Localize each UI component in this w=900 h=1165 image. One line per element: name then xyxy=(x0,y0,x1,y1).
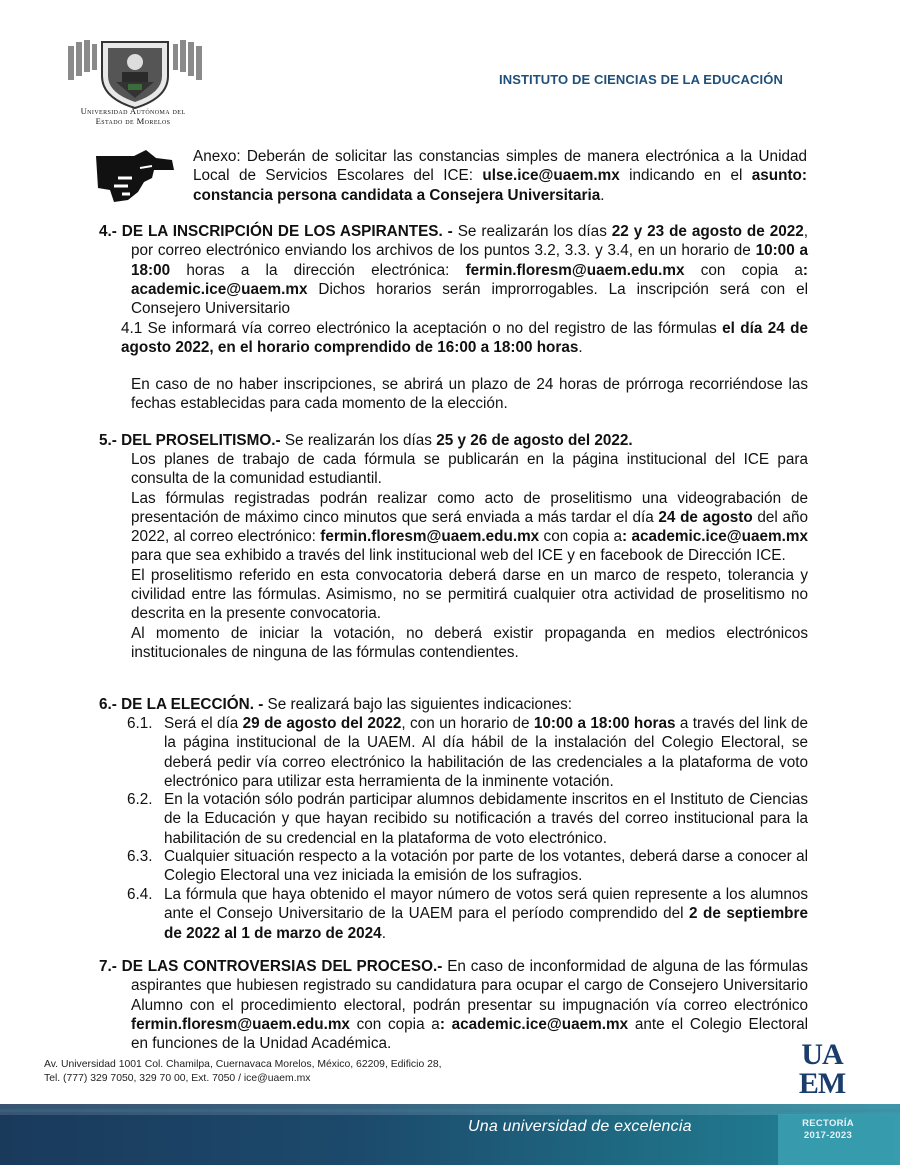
section-6-heading: 6.- DE LA ELECCIÓN. - xyxy=(99,696,264,713)
university-name xyxy=(58,106,208,126)
university-line1: Universidad Autónoma del xyxy=(80,106,186,116)
footer-address xyxy=(44,1058,442,1086)
rectoria-label: RECTORÍA xyxy=(802,1118,854,1129)
uaem-top: UA xyxy=(801,1038,843,1071)
section-5-p1: Los planes de trabajo de cada fórmula se publicarán en la página institucional del ICE para consulta de la comunidad estudiantil. xyxy=(131,451,808,488)
section-5-p2: Las fórmulas registradas podrán realizar como acto de proselitismo una videograbación de presentación de máximo cinco minutos que será enviada a más tardar el día 24 de agosto del año 2022, al correo electrónico: fermin.floresm@uaem.edu.mx con copia a: academic.ice@uaem.mx para que sea exhibido a través del link institucional web del ICE y en facebook de Dirección ICE. xyxy=(131,489,808,565)
section-6-heading-line: 6.- DE LA ELECCIÓN. - Se realizará bajo las siguientes indicaciones: xyxy=(99,696,572,713)
address-line: Av. Universidad 1001 Col. Chamilpa, Cuernavaca Morelos, México, 62209, Edificio 28, xyxy=(44,1059,442,1070)
slogan: Una universidad de excelencia xyxy=(468,1118,692,1135)
institute-title: INSTITUTO DE CIENCIAS DE LA EDUCACIÓN xyxy=(499,72,783,87)
hand-pointing-icon xyxy=(94,148,176,208)
section-7-body: 7.- DE LAS CONTROVERSIAS DEL PROCESO.- En caso de inconformidad de alguna de las fórmulas aspirantes que hubiesen registrado su candidatura para ocupar el cargo de Consejero Universitario Alumno con el procedimiento electoral, podrán presentar su impugnación vía correo electrónico fermin.floresm@uaem.edu.mx con copia a: academic.ice@uaem.mx ante el Colegio Electoral en funciones de la Unidad Académica. xyxy=(99,958,809,1053)
item-text: Cualquier situación respecto a la votación por parte de los votantes, deberá darse a conocer al Colegio Electoral una vez iniciada la emisión de los sufragios. xyxy=(164,848,808,885)
section-7 xyxy=(99,957,808,1053)
item-number: 6.1. xyxy=(127,715,153,732)
item-text: La fórmula que haya obtenido el mayor número de votos será quien represente a los alumnos ante el Consejo Universitario de la UAEM para el período comprendido del 2 de septiembre de 2022 al 1 de marzo de 2024. xyxy=(164,886,808,942)
section-5-heading-line: 5.- DEL PROSELITISMO.- Se realizarán los días 25 y 26 de agosto del 2022. xyxy=(99,432,633,449)
rectoria-period: 2017-2023 xyxy=(803,1130,853,1141)
footer-band xyxy=(0,1104,900,1165)
section-4-note: En caso de no haber inscripciones, se abrirá un plazo de 24 horas de prórroga recorriéndose las fechas establecidas para cada momento de la elección. xyxy=(131,376,808,413)
uaem-wordmark xyxy=(792,1040,852,1104)
item-number: 6.2. xyxy=(127,791,153,808)
section-4-body: 4.- DE LA INSCRIPCIÓN DE LOS ASPIRANTES. - Se realizarán los días 22 y 23 de agosto de 2022, por correo electrónico enviando los archivos de los puntos 3.2, 3.3. y 3.4, en un horario de 10:00 a 18:00 horas a la dirección electrónica: fermin.floresm@uaem.edu.mx con copia a: academic.ice@uaem.mx Dichos horarios serán improrrogables. La inscripción será con el Consejero Universitario xyxy=(99,223,809,318)
section-4-1: 4.1 Se informará vía correo electrónico la aceptación o no del registro de las fórmulas el día 24 de agosto 2022, en el horario comprendido de 16:00 a 18:00 horas. xyxy=(121,320,808,357)
university-line2: Estado de Morelos xyxy=(95,116,171,126)
item-text: Será el día 29 de agosto del 2022, con un horario de 10:00 a 18:00 horas a través del link de la página institucional de la UAEM. Al día hábil de la instalación del Colegio Electoral, se deberá pedir vía correo electrónico la habilitación de las credenciales a la plataforma de voto electrónico para utilizar esta herramienta de la inminente votación. xyxy=(164,715,809,790)
section-7-heading: 7.- DE LAS CONTROVERSIAS DEL PROCESO.- xyxy=(99,958,443,975)
section-4 xyxy=(99,222,808,318)
section-5-p4: Al momento de iniciar la votación, no deberá existir propaganda en medios electrónicos institucionales de ninguna de las fórmulas contendientes. xyxy=(131,624,808,661)
item-text: En la votación sólo podrán participar alumnos debidamente inscritos en el Instituto de Ciencias de la Educación y que hayan recibido su notificación a través del correo institucional para la habilitación de su credencial en la plataforma de voto electrónico. xyxy=(164,791,808,847)
section-5-p3: El proselitismo referido en esta convocatoria deberá darse en un marco de respeto, tolerancia y civilidad entre las fórmulas. Asimismo, no se permitirá cualquier otra actividad de proselitismo no descrita en la presente convocatoria. xyxy=(131,566,808,623)
phone-line: Tel. (777) 329 7050, 329 70 00, Ext. 7050 / ice@uaem.mx xyxy=(44,1073,311,1084)
annex-paragraph: Anexo: Deberán de solicitar las constancias simples de manera electrónica a la Unidad Local de Servicios Escolares del ICE: ulse.ice@uaem.mx indicando en el asunto: constancia persona candidata a Consejera Universitaria. xyxy=(193,148,807,204)
university-logo xyxy=(64,36,206,126)
rectoria-text xyxy=(778,1118,878,1142)
decorative-stripes xyxy=(0,1104,900,1165)
section-5-heading: 5.- DEL PROSELITISMO.- xyxy=(99,432,281,449)
section-4-heading: 4.- DE LA INSCRIPCIÓN DE LOS ASPIRANTES. - xyxy=(99,223,453,240)
item-number: 6.3. xyxy=(127,848,153,865)
item-number: 6.4. xyxy=(127,886,153,903)
section-5-body xyxy=(131,450,808,662)
uaem-bottom: EM xyxy=(798,1067,846,1100)
